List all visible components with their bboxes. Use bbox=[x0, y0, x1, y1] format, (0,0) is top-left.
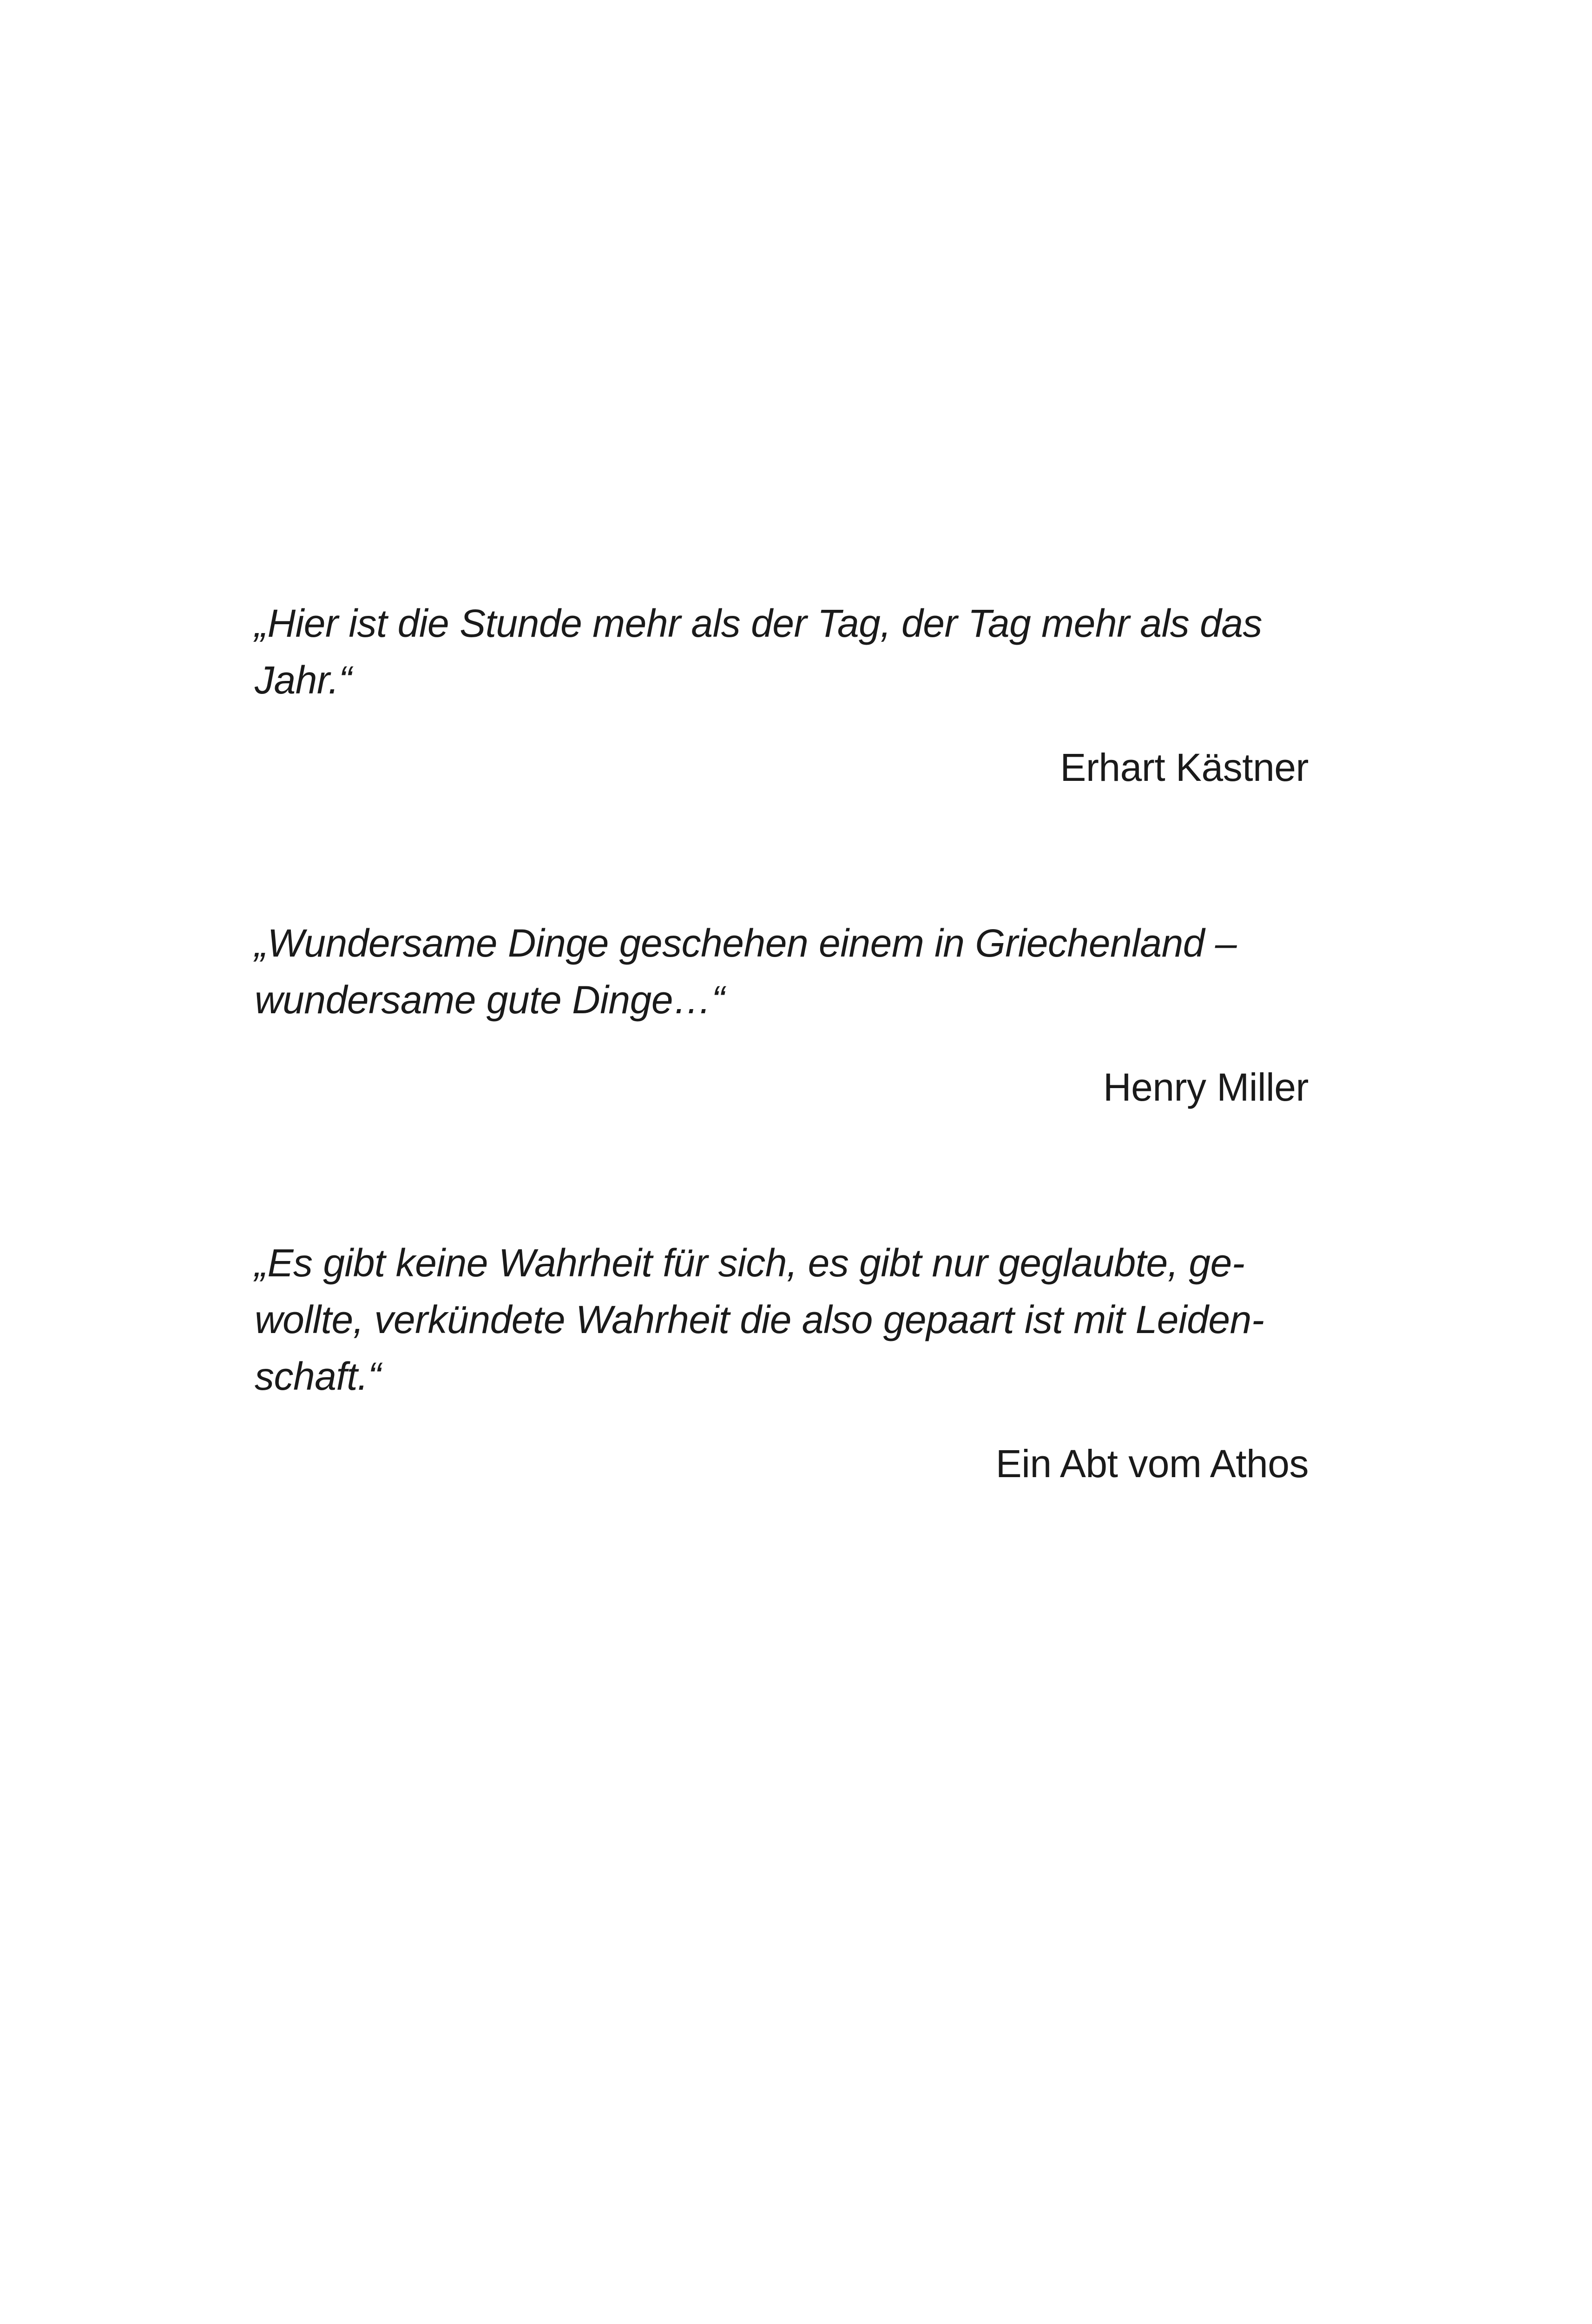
quote-line: schaft.“ bbox=[255, 1354, 381, 1398]
quote-line: wollte, verkündete Wahrheit die also gepaart ist mit Leiden- bbox=[255, 1298, 1264, 1341]
epigraph-quote bbox=[255, 595, 1309, 708]
quote-line: „Hier ist die Stunde mehr als der Tag, der Tag mehr als das bbox=[255, 601, 1263, 645]
epigraph-athos bbox=[255, 1235, 1309, 1492]
epigraph-quote bbox=[255, 915, 1309, 1028]
epigraph-author: Henry Miller bbox=[1103, 1065, 1309, 1109]
epigraph-kaestner bbox=[255, 595, 1309, 796]
quote-line: Jahr.“ bbox=[255, 658, 352, 702]
quote-line: „Es gibt keine Wahrheit für sich, es gibt nur geglaubte, ge- bbox=[255, 1241, 1245, 1285]
epigraph-miller bbox=[255, 915, 1309, 1116]
epigraph-author: Erhart Kästner bbox=[1060, 746, 1309, 789]
epigraph-author: Ein Abt vom Athos bbox=[995, 1442, 1309, 1486]
epigraph-quote bbox=[255, 1235, 1309, 1405]
quote-line: wundersame gute Dinge…“ bbox=[255, 978, 725, 1022]
quote-line: „Wundersame Dinge geschehen einem in Griechenland – bbox=[255, 921, 1237, 965]
